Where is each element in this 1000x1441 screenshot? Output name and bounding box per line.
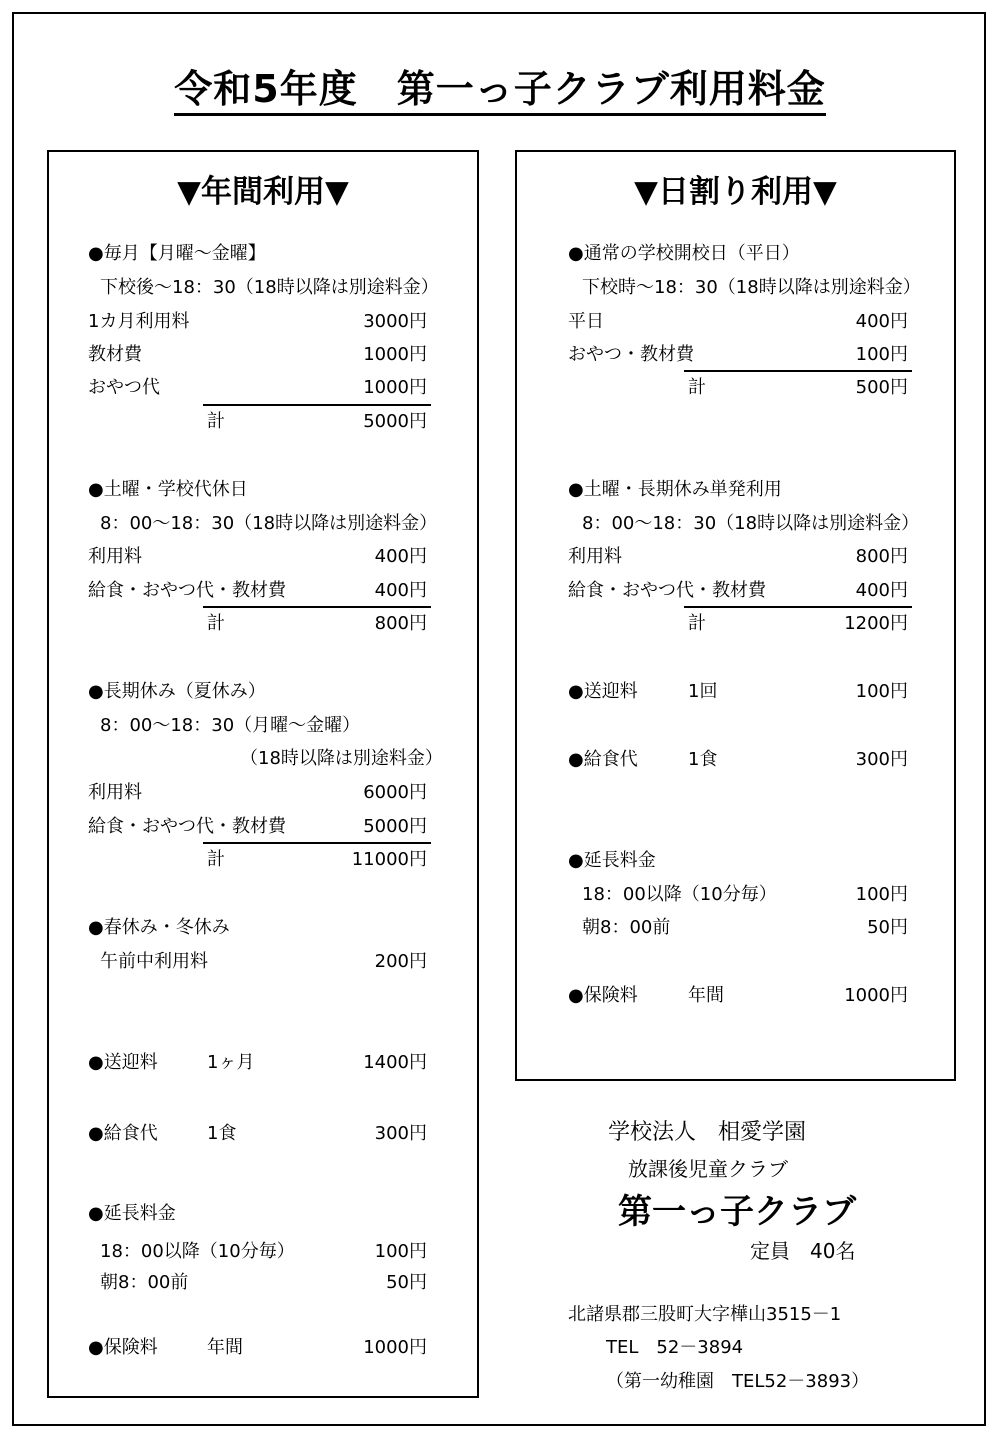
capacity: 定員 40名 <box>750 1239 856 1263</box>
fee-label: 給食・おやつ代・教材費 <box>88 816 286 837</box>
section-heading: ●通常の学校開校日（平日） <box>568 243 800 264</box>
fee-value: 800円 <box>855 546 908 567</box>
fee-value: 6000円 <box>363 782 427 803</box>
fee-value: 1400円 <box>363 1052 427 1073</box>
fee-value: 100円 <box>855 344 908 365</box>
fee-value: 400円 <box>855 580 908 601</box>
total-label: 計 <box>688 613 706 634</box>
fee-label: ●給食代 <box>88 1123 158 1144</box>
address: 北諸県郡三股町大字樺山3515－1 <box>568 1304 842 1325</box>
annual-heading: ▼年間利用▼ <box>177 174 349 210</box>
fee-value: 100円 <box>855 884 908 905</box>
fee-label: 給食・おやつ代・教材費 <box>568 580 766 601</box>
fee-value: 400円 <box>374 546 427 567</box>
section-hours: 8：00～18：30（18時以降は別途料金） <box>582 513 920 534</box>
kindergarten-phone: （第一幼稚園 TEL52－3893） <box>606 1371 870 1392</box>
fee-value: 3000円 <box>363 311 427 332</box>
fee-value: 1000円 <box>844 985 908 1006</box>
fee-label: ●保険料 <box>568 985 638 1006</box>
subtotal-rule <box>203 404 431 406</box>
total-value: 5000円 <box>363 411 427 432</box>
fee-label: ●給食代 <box>568 749 638 770</box>
fee-label: 朝8：00前 <box>582 917 671 938</box>
fee-unit: 1食 <box>207 1123 237 1144</box>
fee-value: 300円 <box>374 1123 427 1144</box>
fee-unit: 年間 <box>688 985 724 1006</box>
daily-heading: ▼日割り利用▼ <box>634 174 837 210</box>
total-label: 計 <box>207 411 225 432</box>
fee-label: 1カ月利用料 <box>88 311 190 332</box>
section-heading: ●延長料金 <box>568 850 656 871</box>
fee-value: 1000円 <box>363 377 427 398</box>
program-name: 放課後児童クラブ <box>628 1157 788 1181</box>
subtotal-rule <box>684 370 912 372</box>
section-heading: ●延長料金 <box>88 1203 176 1224</box>
section-heading: ●春休み・冬休み <box>88 917 230 938</box>
fee-label: 18：00以降（10分毎） <box>582 884 777 905</box>
fee-value: 1000円 <box>363 344 427 365</box>
fee-value: 100円 <box>855 681 908 702</box>
fee-label: ●保険料 <box>88 1337 158 1358</box>
fee-label: 教材費 <box>88 344 142 365</box>
total-value: 500円 <box>855 377 908 398</box>
subtotal-rule <box>203 842 431 844</box>
fee-value: 400円 <box>855 311 908 332</box>
fee-label: 利用料 <box>568 546 622 567</box>
section-heading: ●長期休み（夏休み） <box>88 681 266 702</box>
fee-value: 300円 <box>855 749 908 770</box>
total-value: 1200円 <box>844 613 908 634</box>
phone: TEL 52－3894 <box>606 1337 744 1358</box>
fee-value: 200円 <box>374 951 427 972</box>
section-hours: 下校時～18：30（18時以降は別途料金） <box>582 277 921 298</box>
section-hours: 8：00～18：30（月曜～金曜） <box>100 715 361 736</box>
fee-label: おやつ・教材費 <box>568 344 694 365</box>
fee-label: 利用料 <box>88 546 142 567</box>
fee-label: 朝8：00前 <box>100 1272 189 1293</box>
subtotal-rule <box>203 606 431 608</box>
total-label: 計 <box>688 377 706 398</box>
fee-label: ●送迎料 <box>568 681 638 702</box>
section-note: （18時以降は別途料金） <box>240 748 443 769</box>
fee-label: 午前中利用料 <box>100 951 208 972</box>
subtotal-rule <box>684 606 912 608</box>
fee-value: 400円 <box>374 580 427 601</box>
total-label: 計 <box>207 613 225 634</box>
fee-label: 18：00以降（10分毎） <box>100 1241 295 1262</box>
fee-value: 1000円 <box>363 1337 427 1358</box>
section-heading: ●毎月【月曜～金曜】 <box>88 243 266 264</box>
fee-value: 100円 <box>374 1241 427 1262</box>
fee-label: おやつ代 <box>88 377 160 398</box>
fee-label: 給食・おやつ代・教材費 <box>88 580 286 601</box>
club-name: 第一っ子クラブ <box>618 1192 856 1232</box>
fee-value: 5000円 <box>363 816 427 837</box>
section-heading: ●土曜・長期休み単発利用 <box>568 479 782 500</box>
total-label: 計 <box>207 849 225 870</box>
fee-unit: 1食 <box>688 749 718 770</box>
section-hours: 下校後～18：30（18時以降は別途料金） <box>100 277 439 298</box>
fee-unit: 1回 <box>688 681 718 702</box>
fee-unit: 年間 <box>207 1337 243 1358</box>
fee-unit: 1ヶ月 <box>207 1052 255 1073</box>
total-value: 11000円 <box>351 849 427 870</box>
fee-value: 50円 <box>386 1272 427 1293</box>
fee-label: 平日 <box>568 311 604 332</box>
school-corporation: 学校法人 相愛学園 <box>608 1120 807 1145</box>
fee-label: 利用料 <box>88 782 142 803</box>
page-title: 令和5年度 第一っ子クラブ利用料金 <box>0 58 1000 113</box>
fee-value: 50円 <box>867 917 908 938</box>
section-heading: ●土曜・学校代休日 <box>88 479 248 500</box>
section-hours: 8：00～18：30（18時以降は別途料金） <box>100 513 438 534</box>
fee-label: ●送迎料 <box>88 1052 158 1073</box>
total-value: 800円 <box>374 613 427 634</box>
